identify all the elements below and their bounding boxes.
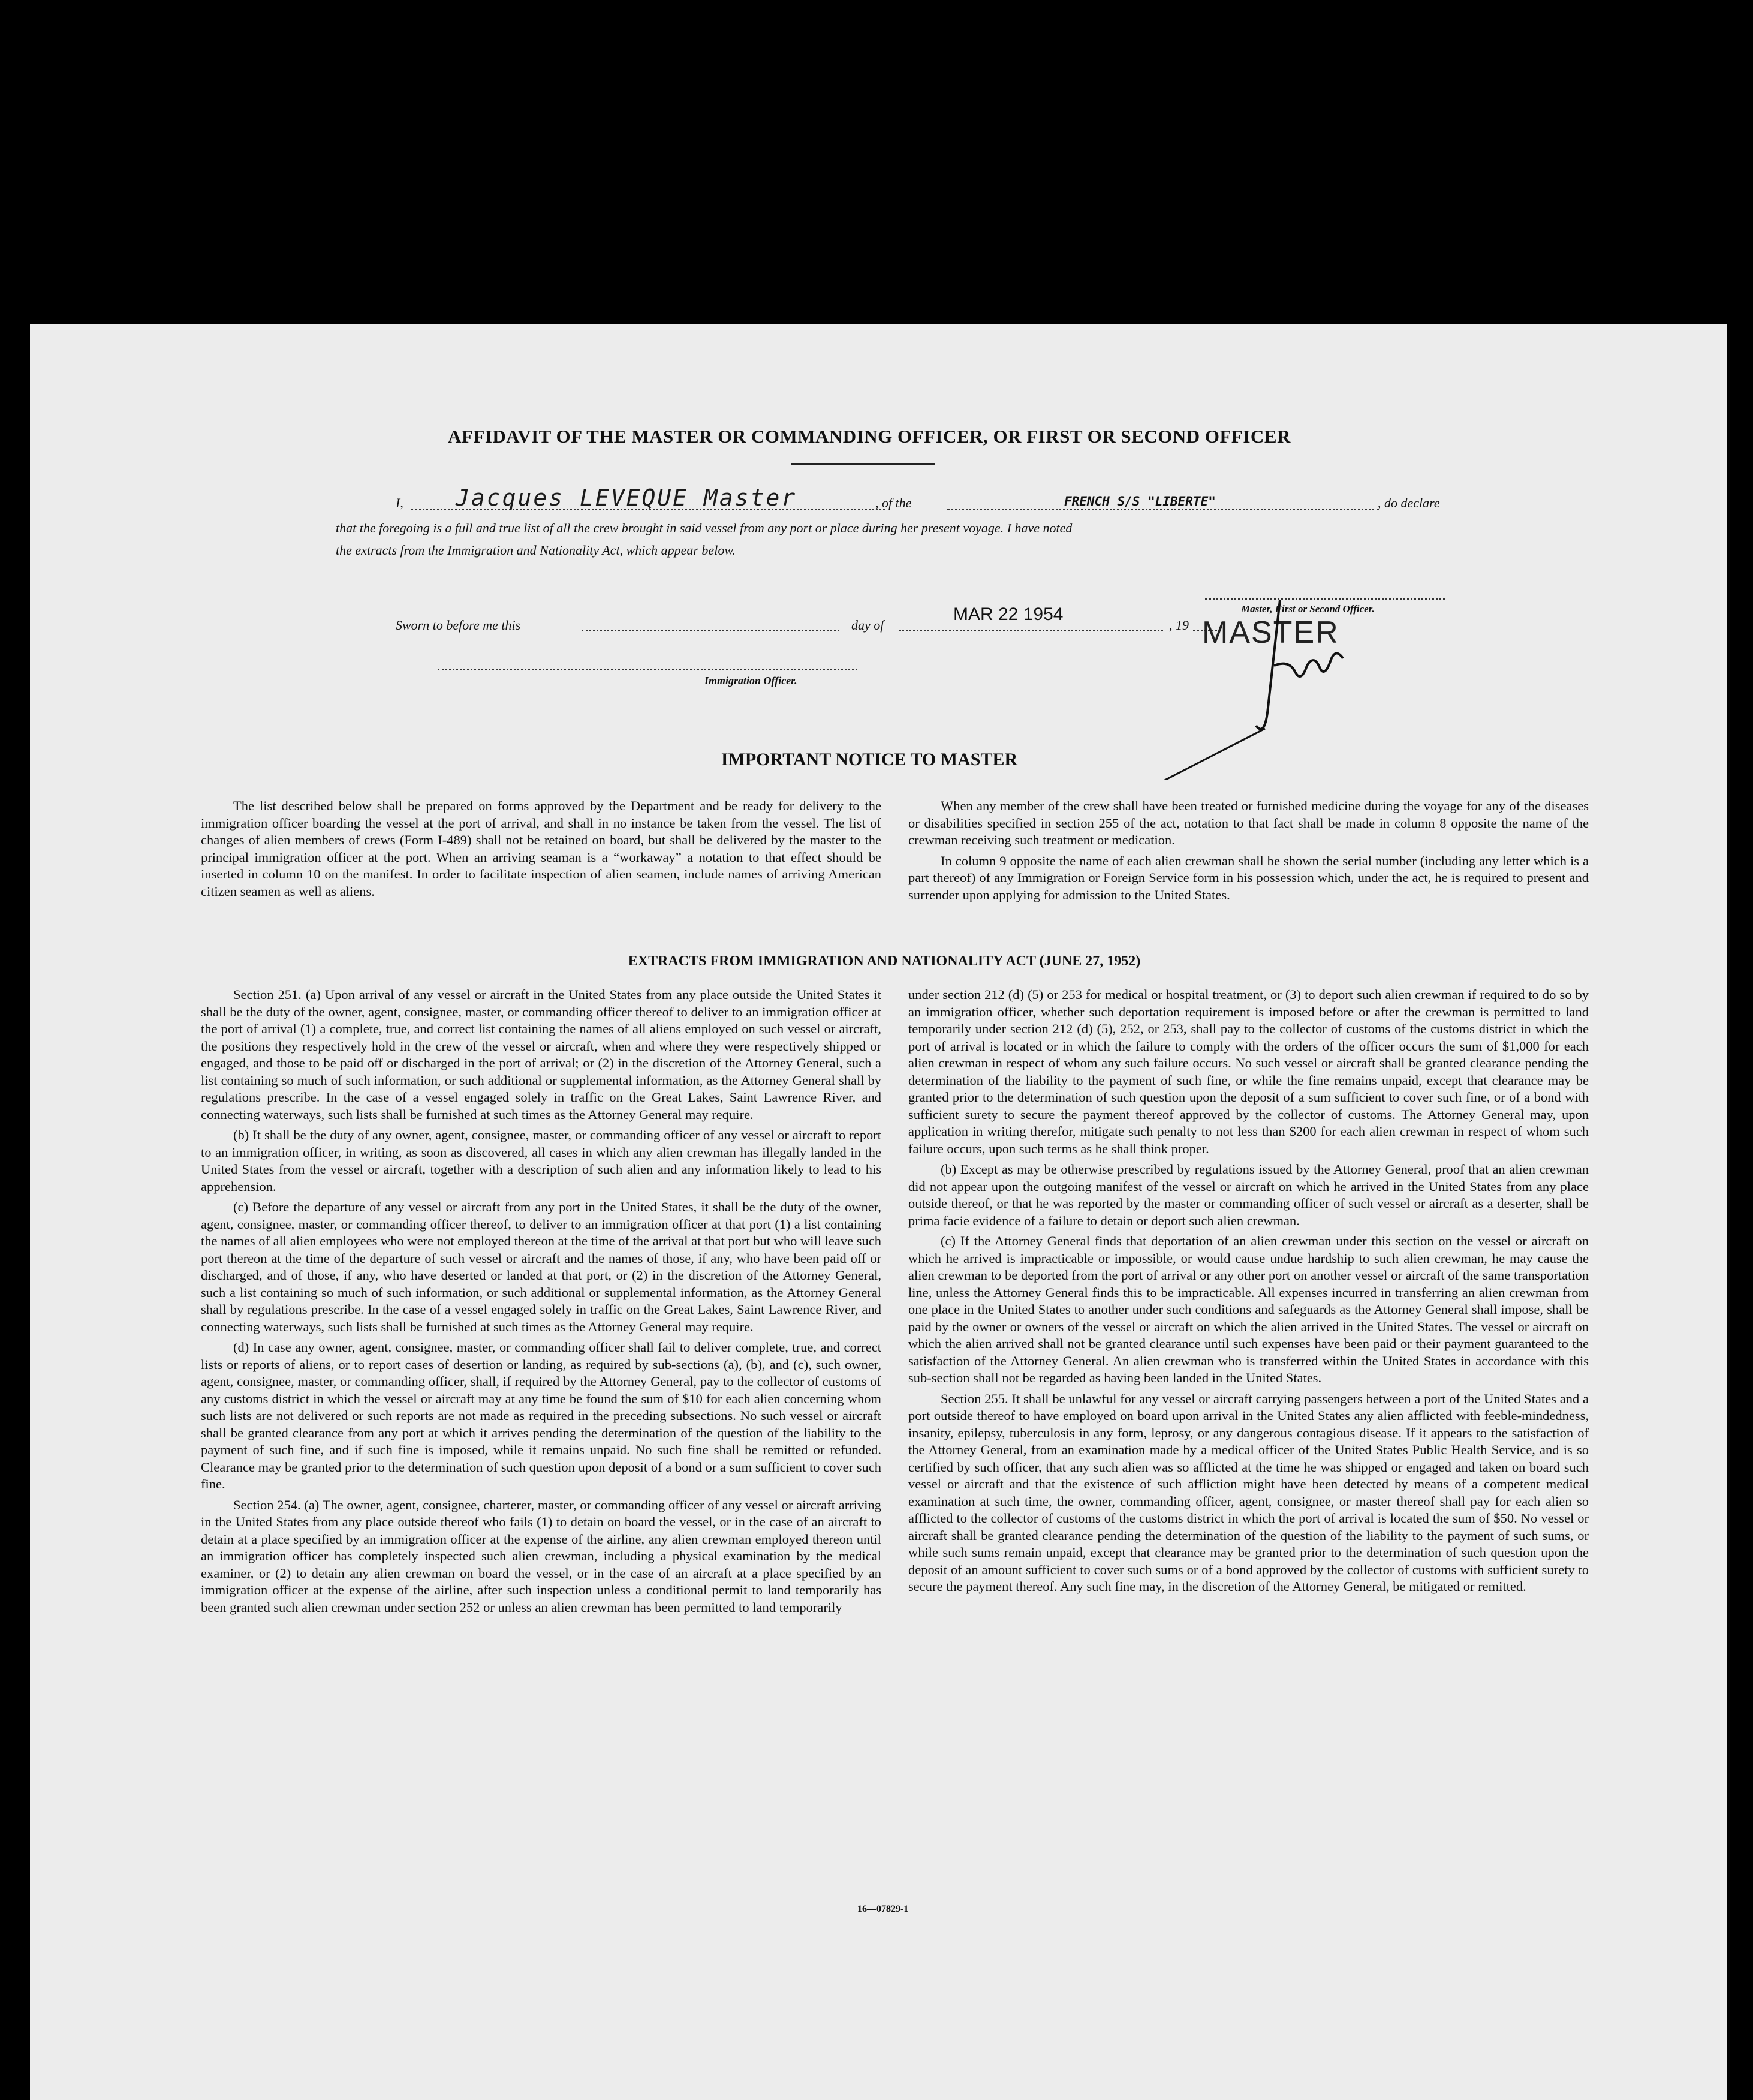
declaration-name-row	[378, 485, 1457, 513]
extracts-right-paragraph: (c) If the Attorney General finds that deportation of an alien crewman under this section on the vessel or aircraft on which he arrived is impracticable or impossible, or would cause undue hardship to such alien crewman, he may cause the alien crewman to be deported from the port of arrival or any other port on another vessel or aircraft of the same transportation line, unless the Attorney General finds this to be impracticable. All expenses incurred in transferring an alien crewman from one place in the United States to another under such conditions and safeguards as the Attorney General shall impose, shall be paid by the owner or owners of the vessel or aircraft on which the alien arrived in the United States. The vessel or aircraft on which the alien arrived shall not be granted clearance until such expenses have been paid or their payment guaranteed to the satisfaction of the Attorney General. An alien crewman who is transferred within the United States in accordance with this sub-section shall not be regarded as having been landed in the United States.	[908, 1233, 1589, 1385]
vessel-name-field	[947, 509, 1379, 510]
extracts-right-paragraph: (b) Except as may be otherwise prescribed by regulations issued by the Attorney General, proof that an alien crewman did not appear upon the outgoing manifest of the vessel or aircraft on which he arrived in the United States from any place outside thereof, or that he was reported by the master or commanding officer of such vessel or aircraft as a deserter, shall be prima facie evidence of a failure to detain or deport such alien crewman.	[908, 1162, 1589, 1228]
affidavit-title: AFFIDAVIT OF THE MASTER OR COMMANDING OFFICER, OR FIRST OR SECOND OFFICER	[448, 426, 1291, 447]
vessel-name-value: FRENCH S/S "LIBERTE"	[1064, 494, 1216, 509]
form-page	[30, 324, 1727, 2100]
title-rule	[791, 463, 935, 465]
form-code: 16—07829-1	[857, 1904, 909, 1914]
sworn-month-field	[899, 630, 1163, 631]
master-name-value: Jacques LEVEQUE Master	[456, 485, 797, 511]
extracts-left-column	[201, 986, 881, 1616]
notice-right-paragraph: In column 9 opposite the name of each alien crewman shall be shown the serial number (including any letter which is a part thereof) of any Immigration or Foreign Service form in his possession which, under the act, he is required to present and surrender upon applying for admission to the United States.	[908, 853, 1589, 902]
declaration-line-2: the extracts from the Immigration and Nationality Act, which appear below.	[336, 543, 736, 558]
notice-right-column	[908, 798, 1589, 904]
extracts-right-paragraph: under section 212 (d) (5) or 253 for medical or hospital treatment, or (3) to deport such alien crewman if required to do so by an immigration officer, whether such deportation requirement is imposed before or after the crewman is permitted to land temporarily under section 212 (d) (5), 252, or 253, shall pay to the collector of customs of the customs district in which the port of arrival is located or in which the failure to comply with the orders of the officer occurs the sum of $1,000 for each alien crewman in respect of whom any such failure occurs. No such vessel or aircraft shall be granted clearance pending the determination of the liability to the payment of such fine, or while the fine remains unpaid, except that clearance may be granted prior to the determination of such question upon the deposit of a sum sufficient to cover such fine, or of a bond with sufficient surety to secure the payment thereof approved by the collector of customs. The Attorney General may, upon application in writing therefor, mitigate such penalty to not less than $200 for each alien crewman in respect of whom such failure occurs, upon such terms as he shall think proper.	[908, 987, 1589, 1156]
extracts-left-paragraph: (b) It shall be the duty of any owner, agent, consignee, master, or commanding officer of any vessel or aircraft to report to an immigration officer, in writing, as soon as discovered, all cases in which any alien crewman has illegally landed in the United States from the vessel or aircraft, together with a description of such alien and any information likely to lead to his apprehension.	[201, 1127, 881, 1194]
extracts-right-paragraph: Section 255. It shall be unlawful for any vessel or aircraft carrying passengers between a port of the United States and a port outside thereof to have employed on board upon arrival in the United States any alien afflicted with feeble-mindedness, insanity, epilepsy, tuberculosis in any form, leprosy, or any dangerous contagious disease. If it appears to the satisfaction of the Attorney General, from an examination made by a medical officer of the United States Public Health Service, and is so certified by such officer, that any such alien was so afflicted at the time he was shipped or engaged and taken on board such vessel or aircraft and that the existence of such affliction might have been detected by means of a competent medical examination at such time, the owner, commanding officer, agent, consignee, or master thereof shall pay for each alien so afflicted to the collector of customs of the customs district in which the port of arrival is located the sum of $50. No vessel or aircraft shall be granted clearance pending the determination of the question of the liability to the payment of such sums, or while such sums remain unpaid, except that clearance may be granted prior to the determination of such question upon the deposit of an amount sufficient to cover such sums or of a bond approved by the collector of customs with sufficient surety to secure the payment thereof. Any such fine may, in the discretion of the Attorney General, be mitigated or remitted.	[908, 1391, 1589, 1594]
sworn-day-field	[582, 630, 839, 631]
date-stamp: MAR 22 1954	[953, 604, 1064, 624]
declaration-line-1: that the foregoing is a full and true list of all the crew brought in said vessel from any port or place during her present voyage. I have noted	[336, 521, 1073, 535]
extracts-left-paragraph: Section 251. (a) Upon arrival of any vessel or aircraft in the United States from any place outside the United States it shall be the duty of the owner, agent, consignee, master, or commanding officer thereof to deliver to an immigration officer at the port of arrival (1) a complete, true, and correct list containing the names of all aliens employed on such vessel or aircraft, the positions they respectively hold in the crew of the vessel or aircraft, when and where they were respectively shipped or engaged, and those to be paid off or discharged in the port of arrival; or (2) in the discretion of the Attorney General, such a list containing so much of such information, or such additional or supplemental information, as the Attorney General shall by regulations prescribe. In the case of a vessel engaged solely in traffic on the Great Lakes, Saint Lawrence River, and connecting waterways, such lists shall be furnished at such times as the Attorney General may require.	[201, 987, 881, 1122]
extracts-title: EXTRACTS FROM IMMIGRATION AND NATIONALITY ACT (JUNE 27, 1952)	[628, 953, 1141, 969]
sworn-row	[366, 604, 1205, 642]
sworn-label: Sworn to before me this	[396, 618, 521, 633]
extracts-left-paragraph: (d) In case any owner, agent, consignee, master, or commanding officer shall fail to deliver complete, true, and correct lists or reports of aliens, or to report cases of desertion or landing, as required by sub-sections (a), (b), and (c), such owner, agent, consignee, master, or commanding officer, shall, if required by the Attorney General, pay to the collector of customs of any customs district in which the vessel or aircraft may at any time be found the sum of $10 for each alien concerning whom such lists are not delivered or such reports are not made as required in the preceding subsections. No such vessel or aircraft shall be granted clearance from any port at which it arrives pending the determination of the question of the liability to the payment of such fine, and if such fine is imposed, while it remains unpaid. No such fine shall be remitted or refunded. Clearance may be granted prior to the determination of such question upon deposit of a bond or a sum sufficient to cover such fine.	[201, 1340, 881, 1491]
notice-left-column	[201, 798, 881, 900]
i-label: I,	[396, 495, 403, 510]
officer-caption: Master, First or Second Officer.	[1241, 603, 1375, 615]
extracts-left-paragraph: (c) Before the departure of any vessel or aircraft from any port in the United States, it shall be the duty of the owner, agent, consignee, master, or commanding officer thereof, to deliver to an immigration officer at that port (1) a list containing the names of all alien employees who were not employed thereon at the time of the arrival at that port but who will leave such port thereon at the time of the departure of such vessel or aircraft and the names of those, if any, who have been paid off or discharged, and of those, if any, who have deserted or landed at that port, or (2) in the discretion of the Attorney General, such a list containing so much of such information, or such additional or supplemental information, as the Attorney General shall by regulations prescribe. In the case of a vessel engaged solely in traffic on the Great Lakes, Saint Lawrence River, and connecting waterways, such lists shall be furnished at such times as the Attorney General may require.	[201, 1199, 881, 1334]
extracts-left-paragraph: Section 254. (a) The owner, agent, consignee, charterer, master, or commanding officer of any vessel or aircraft arriving in the United States from any place outside thereof who fails (1) to detain on board the vessel, or in the case of an aircraft to detain at a place specified by an immigration officer at the expense of the airline, any alien crewman employed thereon until an immigration officer has completely inspected such alien crewman, including a physical examination by the medical examiner, or (2) to detain any alien crewman on board the vessel, or in the case of an aircraft at a place specified by an immigration officer at the expense of the airline, after such inspection unless a conditional permit to land temporarily has been granted such alien crewman under section 252 or unless an alien crewman has been permitted to land temporarily	[201, 1497, 881, 1615]
day-of-label: day of	[851, 618, 884, 633]
handwritten-signature	[1145, 588, 1397, 780]
of-the-label: , of the	[875, 495, 912, 510]
extracts-right-column	[908, 986, 1589, 1596]
immigration-officer-line	[438, 669, 857, 670]
notice-right-paragraph: When any member of the crew shall have been treated or furnished medicine during the voyage for any of the diseases or disabilities specified in section 255 of the act, notation to that fact shall be made in column 8 opposite the name of the crewman receiving such treatment or medication.	[908, 798, 1589, 847]
immigration-officer-caption: Immigration Officer.	[704, 675, 797, 687]
master-stamp: MASTER	[1202, 615, 1339, 650]
notice-title: IMPORTANT NOTICE TO MASTER	[721, 750, 1018, 769]
do-declare-label: , do declare	[1378, 495, 1440, 510]
notice-left-paragraph: The list described below shall be prepared on forms approved by the Department and be ready for delivery to the immigration officer boarding the vessel at the port of arrival, and shall in no instance be taken from the vessel. The list of changes of alien members of crews (Form I-489) shall not be retained on board, but shall be delivered by the master to the principal immigration officer at the port. When an arriving seaman is a “workaway” a notation to that effect should be inserted in column 10 on the manifest. In order to facilitate inspection of alien seamen, include names of arriving American citizen seamen as well as aliens.	[201, 798, 881, 899]
year-label: , 19	[1169, 618, 1189, 633]
